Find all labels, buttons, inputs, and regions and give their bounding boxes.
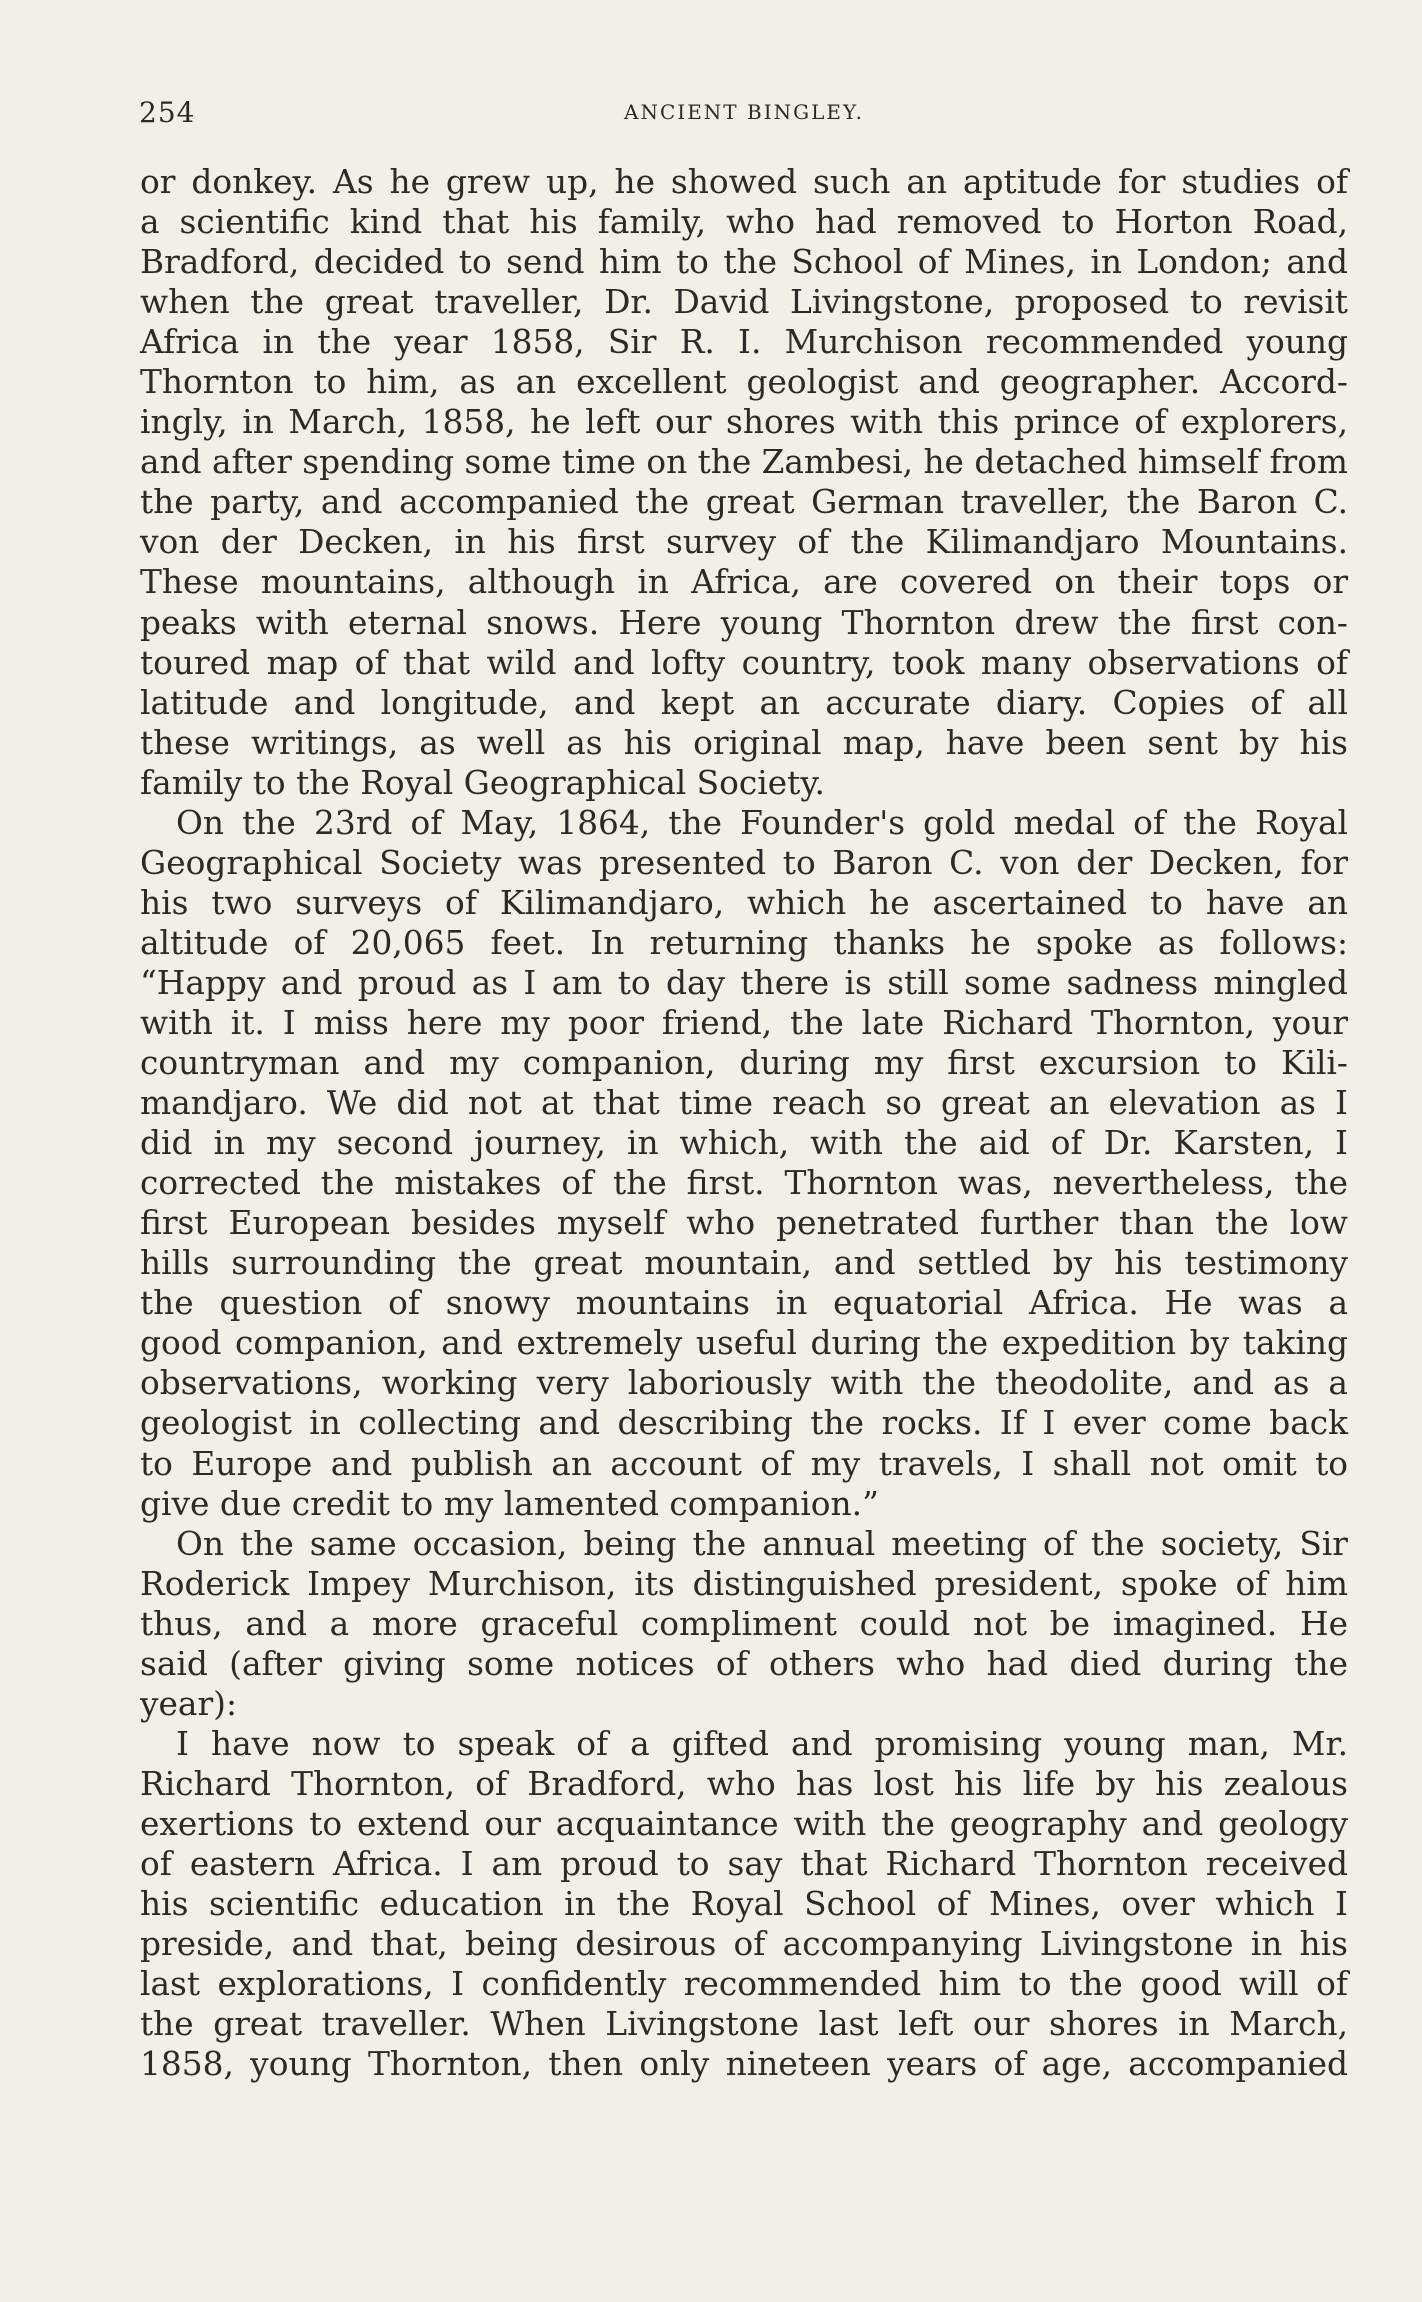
text-line: said (after giving some notices of others who had died during the [140,1644,1348,1683]
text-line: altitude of 20,065 feet. In returning thanks he spoke as follows: [140,923,1348,962]
text-line: corrected the mistakes of the first. Thornton was, nevertheless, the [140,1164,1348,1203]
text-line: good companion, and extremely useful during the expedition by taking [140,1324,1348,1363]
text-line: mandjaro. We did not at that time reach so great an elevation as I [140,1084,1348,1123]
text-line: with it. I miss here my poor friend, the late Richard Thornton, your [140,1003,1348,1042]
text-line: to Europe and publish an account of my travels, I shall not omit to [140,1444,1348,1483]
text-line: 1858, young Thornton, then only nineteen years of age, accompanied [140,2045,1348,2084]
text-line: thus, and a more graceful compliment could not be imagined. He [140,1604,1348,1643]
text-line: Geographical Society was presented to Baron C. von der Decken, for [140,843,1348,882]
text-line: peaks with eternal snows. Here young Thornton drew the first con- [140,603,1348,642]
text-line: Roderick Impey Murchison, its distinguished president, spoke of him [140,1564,1348,1603]
text-line: the great traveller. When Livingstone last left our shores in March, [140,2005,1348,2044]
page-header [139,96,1349,136]
paragraph-start-line: On the same occasion, being the annual meeting of the society, Sir [176,1524,1348,1563]
text-line: of eastern Africa. I am proud to say that Richard Thornton received [140,1844,1348,1883]
text-line: Richard Thornton, of Bradford, who has lost his life by his zealous [140,1764,1348,1803]
running-title: ANCIENT BINGLEY. [624,100,864,124]
text-line: first European besides myself who penetrated further than the low [140,1204,1348,1243]
text-line: observations, working very laboriously with the theodolite, and as a [140,1364,1348,1403]
page-number: 254 [139,96,196,129]
text-line: exertions to extend our acquaintance with the geography and geology [140,1804,1348,1843]
text-line: These mountains, although in Africa, are covered on their tops or [140,563,1348,602]
text-line: “Happy and proud as I am to day there is still some sadness mingled [140,963,1348,1002]
paragraph-start-line: I have now to speak of a gifted and promising young man, Mr. [176,1724,1348,1763]
text-line: year): [140,1684,238,1723]
text-line: ingly, in March, 1858, he left our shores with this prince of explorers, [140,403,1348,442]
text-line: when the great traveller, Dr. David Livingstone, proposed to revisit [140,283,1348,322]
text-line: Thornton to him, as an excellent geologist and geographer. Accord- [140,363,1348,402]
text-line: von der Decken, in his first survey of the Kilimandjaro Mountains. [140,523,1348,562]
text-line: the party, and accompanied the great German traveller, the Baron C. [140,483,1348,522]
text-line: a scientific kind that his family, who had removed to Horton Road, [140,203,1348,242]
text-line: toured map of that wild and lofty country, took many observations of [140,643,1348,682]
text-line: family to the Royal Geographical Society. [140,763,825,802]
text-line: his scientific education in the Royal School of Mines, over which I [140,1885,1348,1924]
text-line: Bradford, decided to send him to the School of Mines, in London; and [140,243,1348,282]
text-line: give due credit to my lamented companion.” [140,1484,879,1523]
body-text [140,162,1348,2084]
text-line: and after spending some time on the Zambesi, he detached himself from [140,443,1348,482]
paragraph-start-line: On the 23rd of May, 1864, the Founder's gold medal of the Royal [176,803,1348,842]
text-line: hills surrounding the great mountain, and settled by his testimony [140,1244,1348,1283]
text-line: or donkey. As he grew up, he showed such an aptitude for studies of [140,163,1348,201]
text-line: these writings, as well as his original map, have been sent by his [140,723,1348,762]
text-line: preside, and that, being desirous of accompanying Livingstone in his [140,1925,1348,1964]
text-line: did in my second journey, in which, with the aid of Dr. Karsten, I [140,1124,1348,1163]
text-line: latitude and longitude, and kept an accurate diary. Copies of all [140,683,1348,722]
text-line: countryman and my companion, during my first excursion to Kili- [140,1044,1348,1083]
text-line: his two surveys of Kilimandjaro, which he ascertained to have an [140,883,1348,922]
text-line: last explorations, I confidently recommended him to the good will of [140,1965,1348,2004]
text-line: the question of snowy mountains in equatorial Africa. He was a [140,1284,1348,1323]
text-line: Africa in the year 1858, Sir R. I. Murchison recommended young [140,323,1348,362]
text-line: geologist in collecting and describing the rocks. If I ever come back [140,1404,1348,1443]
